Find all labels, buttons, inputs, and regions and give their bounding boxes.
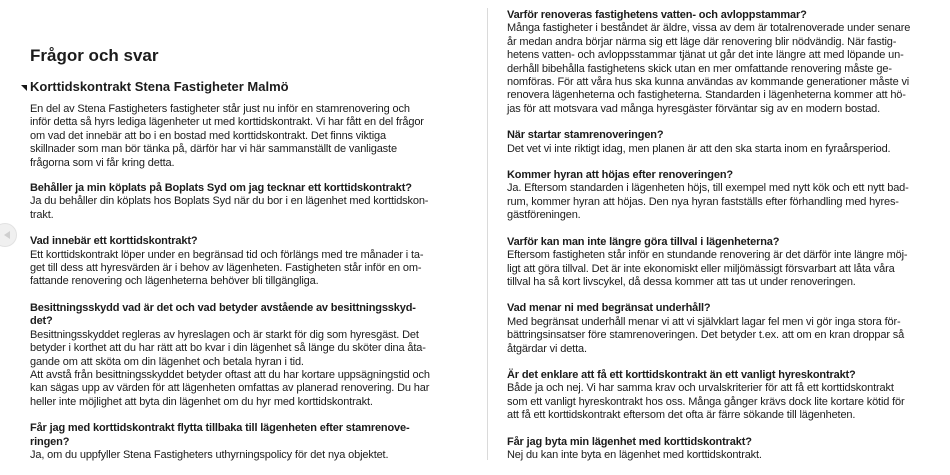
- faq-item: [30, 235, 467, 289]
- text-line: tillval ha så kort livscykel, då dessa kommer att tas ut under renoveringen.: [507, 275, 856, 288]
- faq-item: [30, 302, 467, 409]
- faq-answer: [30, 329, 467, 409]
- faq-item: [507, 302, 944, 356]
- text-line: Både ja och nej. Vi har samma krav och urvalskriterier för att få ett korttidskontrakt: [507, 382, 894, 395]
- text-line: Ett korttidskontrakt löper under en begränsad tid och förlängs med tre månader i ta-: [30, 248, 424, 261]
- text-line: kan sägas upp av värden för att lägenheten omfattas av planerad renovering. Du har: [30, 382, 430, 395]
- faq-item: [507, 129, 944, 156]
- text-line: det?: [30, 315, 53, 328]
- text-line: Ja du behåller din köplats hos Boplats Syd när du bor i en lägenhet med korttidskon-: [30, 195, 429, 208]
- text-line: inför detta så hyrs lediga lägenheter ut med korttidskontrakt. Vi har fått en del frågor: [30, 116, 424, 129]
- text-line: Vad innebär ett korttidskontrakt?: [30, 235, 198, 248]
- text-line: get till dess att hyresvärden är i behov av lägenheten. Fastigheten står inför en om-: [30, 262, 422, 275]
- text-line: bättringsinsatser före stamrenoveringen. Det betyder t.ex. att om en kran droppar så: [507, 329, 905, 342]
- text-line: derhåll bibehålla fastighetens skick utan en mer omfattande renovering måste ge-: [507, 62, 892, 75]
- text-line: renovera lägenheterna och fastigheterna. Standarden i lägenheterna kommer att hö-: [507, 89, 906, 102]
- text-line: Är det enklare att få ett korttidskontrakt än ett vanligt hyreskontrakt?: [507, 368, 856, 381]
- text-line: som ett vanligt hyreskontrakt hos oss. Många gånger krävs dock lite kortare kötid för: [507, 395, 905, 408]
- text-line: Får jag byta min lägenhet med korttidskontrakt?: [507, 435, 752, 448]
- page-title: Frågor och svar: [30, 46, 159, 65]
- text-line: jas för att motsvara vad många hyresgäster förväntar sig av en modern bostad.: [507, 102, 881, 115]
- faq-question: [30, 302, 467, 329]
- faq-question: [507, 9, 944, 22]
- faq-answer: [507, 449, 944, 462]
- faq-list-left: [30, 182, 467, 462]
- text-line: Varför renoveras fastighetens vatten- och avloppstammar?: [507, 9, 807, 21]
- text-line: Med begränsat underhåll menar vi att vi självklart lagar fel men vi gör inga stora för-: [507, 315, 901, 328]
- right-column: [507, 9, 944, 475]
- column-divider: [487, 8, 488, 460]
- text-line: gande om att sköta om din lägenhet och betala hyran i tid.: [30, 355, 304, 368]
- text-line: Ja, om du uppfyller Stena Fastigheters uthyrningspolicy för det nya objektet.: [30, 448, 389, 461]
- faq-item: [507, 169, 944, 223]
- section-heading-label: Korttidskontrakt Stena Fastigheter Malmö: [30, 79, 289, 94]
- faq-question: [507, 369, 944, 382]
- text-line: gästföreningen.: [507, 209, 581, 222]
- text-line: ringen?: [30, 435, 70, 448]
- text-line: Nej du kan inte byta en lägenhet med korttidskontrakt.: [507, 448, 762, 461]
- faq-answer: [30, 195, 467, 222]
- text-line: Att avstå från besittningsskyddet betyder oftast att du har kortare uppsägningstid och: [30, 368, 430, 381]
- faq-question: [507, 236, 944, 249]
- text-line: rum, kommer hyran att höjas. Den nya hyran fastställs efter förhandling med hyres-: [507, 195, 899, 208]
- text-line: Vad menar ni med begränsat underhåll?: [507, 302, 711, 315]
- text-line: åtgärdar vi detta.: [507, 342, 587, 355]
- text-line: När startar stamrenoveringen?: [507, 129, 664, 142]
- faq-answer: [507, 143, 944, 156]
- text-line: fattande renovering och lägenheterna behöver bli tillgängliga.: [30, 275, 319, 288]
- faq-question: [507, 129, 944, 142]
- faq-answer: [30, 449, 467, 462]
- text-line: Många fastigheter i beståndet är äldre, vissa av dem är totalrenoverade under senare: [507, 22, 911, 35]
- faq-question: [507, 436, 944, 449]
- text-line: Behåller ja min köplats på Boplats Syd om jag tecknar ett korttidskontrakt?: [30, 182, 412, 195]
- faq-question: [30, 422, 467, 449]
- faq-item: [507, 436, 944, 463]
- text-line: ligt att göra tillval. Det är inte ekonomiskt eller miljömässigt försvarbart att låta våra: [507, 262, 895, 275]
- text-line: heller inte möjlighet att byta din lägenhet om du hyr med korttidskontrakt.: [30, 395, 373, 408]
- text-line: Varför kan man inte längre göra tillval i lägenheterna?: [507, 235, 780, 248]
- faq-answer: [507, 182, 944, 222]
- collapse-triangle-icon: [21, 85, 27, 91]
- carousel-prev-button[interactable]: [0, 223, 17, 247]
- faq-answer: [507, 22, 944, 116]
- faq-item: [507, 369, 944, 423]
- text-line: om vad det innebär att bo i en bostad med korttidskontrakt. Det finns viktiga: [30, 129, 386, 142]
- faq-question: [30, 182, 467, 195]
- faq-question: [507, 169, 944, 182]
- faq-question: [507, 302, 944, 315]
- text-line: Ja. Eftersom standarden i lägenheten höjs, till exempel med nytt kök och ett nytt bad-: [507, 182, 909, 195]
- section-accordion-heading[interactable]: [21, 79, 467, 94]
- faq-list-right: [507, 9, 944, 462]
- text-line: hetens vatten- och avloppsstammar tjänat ut går det inte längre att med löpande un-: [507, 49, 904, 62]
- faq-item: [507, 9, 944, 116]
- text-line: Eftersom fastigheten står inför en stundande renovering är det därför inte längre möj-: [507, 249, 908, 262]
- text-line: trakt.: [30, 208, 54, 221]
- text-line: Får jag med korttidskontrakt flytta tillbaka till lägenheten efter stamrenove-: [30, 422, 410, 435]
- text-line: skillnader som man bör tänka på, därför har vi här sammanställt de vanligaste: [30, 143, 397, 156]
- faq-answer: [507, 316, 944, 356]
- left-column: [30, 46, 467, 475]
- text-line: Det vet vi inte riktigt idag, men planen är att den ska starta inom en fyraårsperiod.: [507, 142, 891, 155]
- faq-question: [30, 235, 467, 248]
- intro-paragraph: [30, 103, 467, 170]
- faq-answer: [507, 382, 944, 422]
- text-line: En del av Stena Fastigheters fastigheter står just nu inför en stamrenovering och: [30, 103, 410, 115]
- faq-item: [30, 422, 467, 462]
- text-line: Kommer hyran att höjas efter renoveringen?: [507, 169, 733, 182]
- text-line: Besittningsskyddet regleras av hyreslagen och är starkt för dig som hyresgäst. Det: [30, 328, 419, 341]
- text-line: år medan andra börjar närma sig ett läge där renovering blir nödvändig. När fastig-: [507, 35, 897, 48]
- text-line: Besittningsskydd vad är det och vad betyder avstående av besittningsskyd-: [30, 301, 416, 314]
- left-arrow-icon: [4, 231, 10, 239]
- faq-answer: [30, 249, 467, 289]
- faq-item: [30, 182, 467, 222]
- text-line: betyder i korthet att du har rätt att bo kvar i din lägenhet så länge du sköter dina åta-: [30, 342, 426, 355]
- text-line: att få ett korttidskontrakt eftersom det ofta är färre sökande till lägenheten.: [507, 409, 856, 422]
- faq-item: [507, 236, 944, 290]
- text-line: frågorna som vi får kring detta.: [30, 156, 175, 169]
- faq-answer: [507, 249, 944, 289]
- text-line: nomföras. För att våra hus ska kunna användas av kommande generationer måste vi: [507, 76, 910, 89]
